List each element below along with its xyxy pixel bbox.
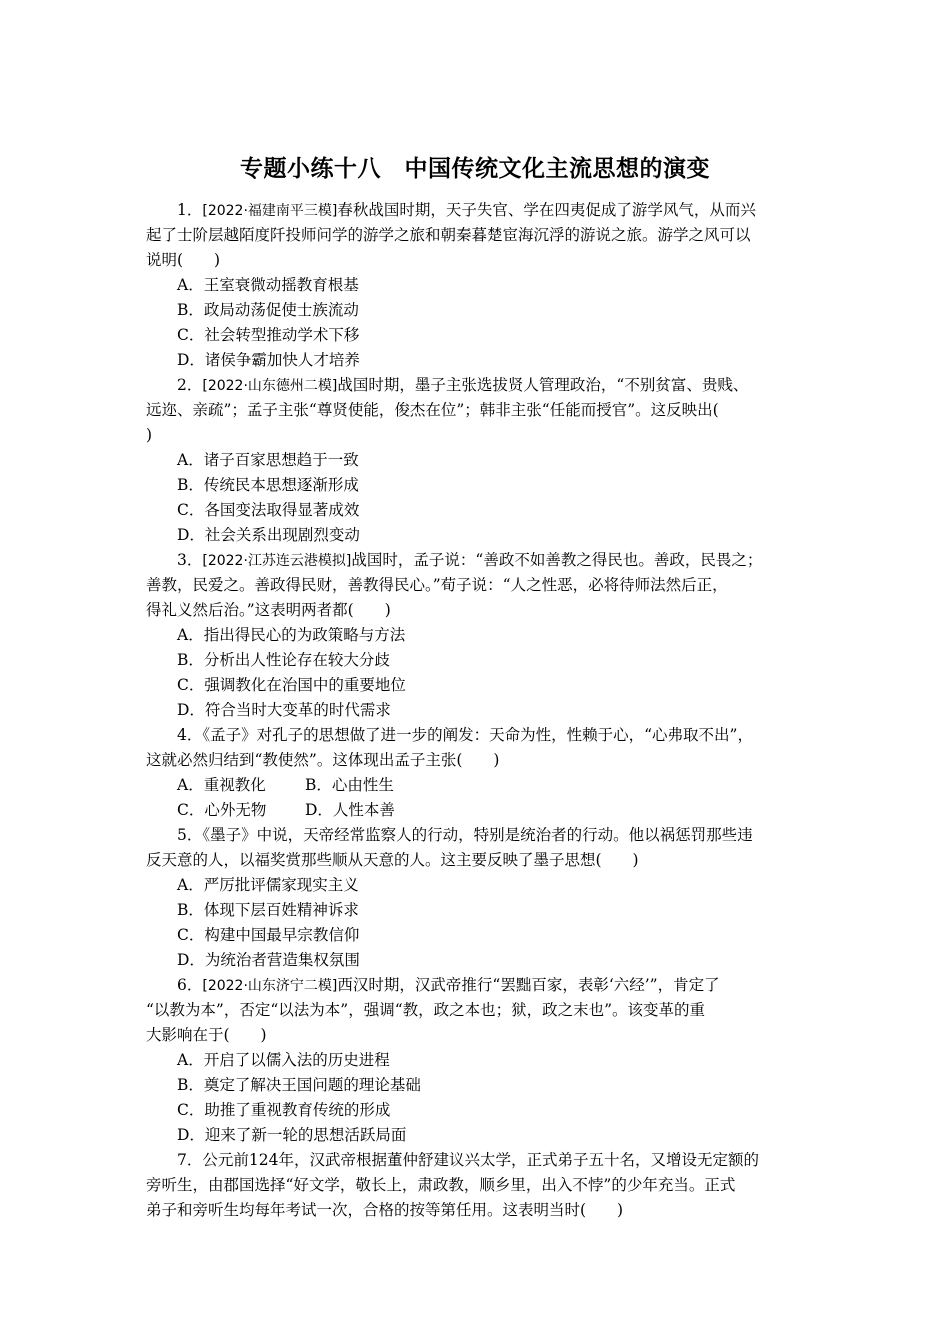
option-b: B．奠定了解决王国问题的理论基础 bbox=[177, 1076, 421, 1094]
question-stem-line: 这就必然归结到“教使然”。这体现出孟子主张( ) bbox=[146, 751, 500, 769]
option-d: D．符合当时大变革的时代需求 bbox=[177, 701, 391, 719]
question-stem-line: 善教，民爱之。善政得民财，善教得民心。”荀子说：“人之性恶，必将待师法然后正， bbox=[146, 576, 728, 594]
option-c: C．构建中国最早宗教信仰 bbox=[177, 926, 360, 944]
question-source: [2022·江苏连云港模拟] bbox=[202, 553, 352, 569]
option-b: B．分析出人性论存在较大分歧 bbox=[177, 651, 390, 669]
option-b: B．心由性生 bbox=[305, 776, 394, 794]
option-d: D．社会关系出现剧烈变动 bbox=[177, 526, 360, 544]
question-source: [2022·山东济宁二模] bbox=[202, 978, 338, 994]
option-c: C．各国变法取得显著成效 bbox=[177, 501, 360, 519]
page-title: 专题小练十八 中国传统文化主流思想的演变 bbox=[240, 155, 710, 182]
option-a: A．指出得民心的为政策略与方法 bbox=[177, 626, 406, 644]
question-stem-text: 战国时期，墨子主张选拔贤人管理政治，“不别贫富、贵贱、 bbox=[337, 376, 749, 394]
question-stem-text: 战国时，孟子说：“善政不如善教之得民也。善政，民畏之； bbox=[351, 551, 763, 569]
question-stem-text: 《孟子》对孔子的思想做了进一步的阐发：天命为性，性赖于心，“心弗取不出”， bbox=[202, 726, 753, 744]
question-6 bbox=[146, 973, 808, 1148]
question-stem-line bbox=[146, 973, 808, 998]
option-a: A．诸子百家思想趋于一致 bbox=[177, 451, 359, 469]
option-d: D．迎来了新一轮的思想活跃局面 bbox=[177, 1126, 407, 1144]
question-stem-line bbox=[146, 823, 808, 848]
question-stem-line bbox=[146, 548, 808, 573]
question-2 bbox=[146, 373, 808, 548]
question-stem-text: 公元前124年，汉武帝根据董仲舒建议兴太学，正式弟子五十名，又增设无定额的 bbox=[202, 1151, 759, 1169]
option-d: D．诸侯争霸加快人才培养 bbox=[177, 351, 360, 369]
question-5 bbox=[146, 823, 808, 973]
option-row bbox=[146, 798, 808, 823]
question-stem-text: 春秋战国时期，天子失官、学在四夷促成了游学风气，从而兴 bbox=[337, 201, 756, 219]
option-a: A．重视教化 bbox=[177, 776, 266, 794]
option-a: A．严厉批评儒家现实主义 bbox=[177, 876, 359, 894]
option-a: A．开启了以儒入法的历史进程 bbox=[177, 1051, 390, 1069]
option-c: C．助推了重视教育传统的形成 bbox=[177, 1101, 391, 1119]
question-stem-text: 西汉时期，汉武帝推行“罢黜百家，表彰‘六经’”，肯定了 bbox=[337, 976, 720, 994]
question-number: 2． bbox=[177, 376, 203, 394]
option-d: D．为统治者营造集权氛围 bbox=[177, 951, 360, 969]
question-stem-line bbox=[146, 373, 808, 398]
question-7 bbox=[146, 1148, 808, 1223]
question-source: [2022·福建南平三模] bbox=[202, 203, 338, 219]
question-stem-line bbox=[146, 723, 808, 748]
question-stem-line: ) bbox=[146, 426, 153, 444]
question-stem-line bbox=[146, 198, 808, 223]
question-4 bbox=[146, 723, 808, 823]
question-number: 7． bbox=[177, 1151, 203, 1169]
option-b: B．政局动荡促使士族流动 bbox=[177, 301, 359, 319]
question-stem-line: 弟子和旁听生均每年考试一次，合格的按等第任用。这表明当时( ) bbox=[146, 1201, 624, 1219]
question-stem-line: 说明( ) bbox=[146, 251, 221, 269]
question-stem-line: 起了士阶层越陌度阡投师问学的游学之旅和朝秦暮楚宦海沉浮的游说之旅。游学之风可以 bbox=[146, 226, 751, 244]
option-b: B．体现下层百姓精神诉求 bbox=[177, 901, 359, 919]
option-c: C．心外无物 bbox=[177, 801, 267, 819]
question-stem-line: 远迩、亲疏”；孟子主张“尊贤使能，俊杰在位”；韩非主张“任能而授官”。这反映出( bbox=[146, 401, 719, 419]
option-d: D．人性本善 bbox=[305, 801, 395, 819]
question-number: 5． bbox=[177, 826, 203, 844]
question-number: 3． bbox=[177, 551, 203, 569]
option-c: C．社会转型推动学术下移 bbox=[177, 326, 360, 344]
question-3 bbox=[146, 548, 808, 723]
option-a: A．王室衰微动摇教育根基 bbox=[177, 276, 359, 294]
option-b: B．传统民本思想逐渐形成 bbox=[177, 476, 359, 494]
question-stem-line: 得礼义然后治。”这表明两者都( ) bbox=[146, 601, 391, 619]
question-stem-line: 旁听生，由郡国选择“好文学，敬长上，肃政教，顺乡里，出入不悖”的少年充当。正式 bbox=[146, 1176, 736, 1194]
option-c: C．强调教化在治国中的重要地位 bbox=[177, 676, 406, 694]
question-1 bbox=[146, 198, 808, 373]
question-number: 6． bbox=[177, 976, 203, 994]
question-stem-line: 大影响在于( ) bbox=[146, 1026, 267, 1044]
question-stem-line: 反天意的人，以福奖赏那些顺从天意的人。这主要反映了墨子思想( ) bbox=[146, 851, 639, 869]
question-stem-text: 《墨子》中说，天帝经常监察人的行动，特别是统治者的行动。他以祸惩罚那些违 bbox=[202, 826, 753, 844]
question-number: 4． bbox=[177, 726, 203, 744]
question-stem-line: “以教为本”，否定“以法为本”，强调“教，政之本也；狱，政之末也”。该变革的重 bbox=[146, 1001, 706, 1019]
option-row bbox=[146, 773, 808, 798]
question-list bbox=[146, 198, 808, 1223]
question-source: [2022·山东德州二模] bbox=[202, 378, 338, 394]
question-number: 1． bbox=[177, 201, 203, 219]
question-stem-line bbox=[146, 1148, 808, 1173]
